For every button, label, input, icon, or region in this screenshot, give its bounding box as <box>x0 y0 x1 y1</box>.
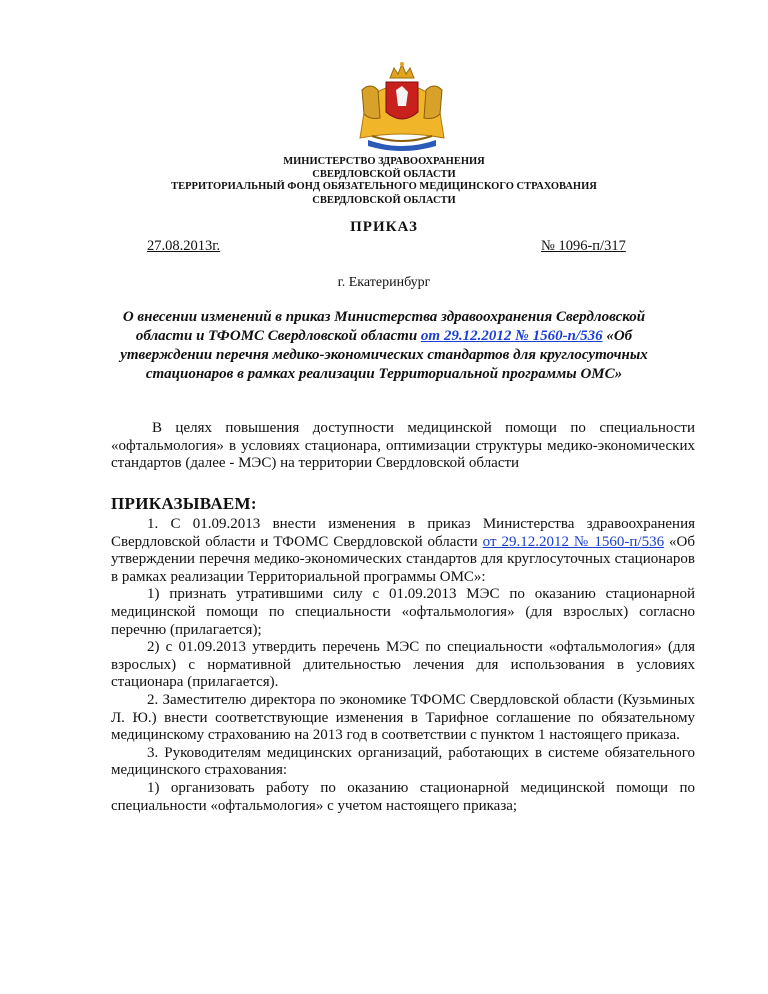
order-directive-heading: ПРИКАЗЫВАЕМ: <box>111 494 257 513</box>
order-number: № 1096-п/317 <box>541 238 626 254</box>
item-1-reference-link[interactable]: от 29.12.2012 № 1560-п/536 <box>482 533 665 550</box>
order-items <box>111 516 695 815</box>
org-name-line: СВЕРДЛОВСКОЙ ОБЛАСТИ <box>312 169 456 180</box>
item-1-2: 2) с 01.09.2013 утвердить перечень МЭС по специальности «офтальмология» (для взрослых) с нормативной длительностью лечения для использования в условиях стационара (прилагается). <box>111 639 695 691</box>
subject-text: «Об утверждении перечня медико-экономических стандартов для круглосуточных стационаров в рамках реализации Территориальной программы ОМС» <box>120 328 648 382</box>
order-subject <box>100 308 668 384</box>
item-text: «Об утверждении перечня медико-экономических стандартов для круглосуточных стационаров в рамках реализации Территориальной программы ОМС»: <box>111 533 696 585</box>
preamble-text: В целях повышения доступности медицинской помощи по специальности «офтальмология» в условиях стационара, оптимизации структуры медико-экономических стандартов (далее - МЭС) на территории Свердловской области <box>111 420 695 472</box>
org-name-line: ТЕРРИТОРИАЛЬНЫЙ ФОНД ОБЯЗАТЕЛЬНОГО МЕДИЦИНСКОГО СТРАХОВАНИЯ <box>171 181 597 192</box>
order-city: г. Екатеринбург <box>337 275 431 290</box>
document-title: ПРИКАЗ <box>350 219 418 235</box>
coat-of-arms-icon <box>348 60 456 156</box>
item-3: 3. Руководителям медицинских организаций, работающих в системе обязательного медицинского страхования: <box>111 744 695 779</box>
org-name-line: МИНИСТЕРСТВО ЗДРАВООХРАНЕНИЯ <box>283 156 485 167</box>
item-1-1: 1) признать утратившими силу с 01.09.2013 МЭС по оказанию стационарной медицинской помощи по специальности «офтальмология» (для взрослых) согласно перечню (прилагается); <box>111 586 695 638</box>
item-2: 2. Заместителю директора по экономике ТФОМС Свердловской области (Кузьминых Л. Ю.) внести соответствующие изменения в Тарифное соглашение по обязательному медицинскому страхованию на 2013 год в соответствии с пунктом 1 настоящего приказа. <box>111 691 695 744</box>
item-1 <box>111 516 695 586</box>
preamble <box>111 420 695 473</box>
order-date: 27.08.2013г. <box>147 238 221 254</box>
subject-reference-link[interactable]: от 29.12.2012 № 1560-п/536 <box>420 328 603 344</box>
org-name-line: СВЕРДЛОВСКОЙ ОБЛАСТИ <box>312 195 456 206</box>
item-3-1: 1) организовать работу по оказанию стационарной медицинской помощи по специальности «офтальмология» с учетом настоящего приказа; <box>111 779 695 814</box>
item-text: 1. С 01.09.2013 внести изменения в приказ Министерства здравоохранения Свердловской области и ТФОМС Свердловской области <box>111 516 695 550</box>
subject-text: О внесении изменений в приказ Министерства здравоохранения Свердловской области и ТФОМС Свердловской области <box>122 309 646 344</box>
